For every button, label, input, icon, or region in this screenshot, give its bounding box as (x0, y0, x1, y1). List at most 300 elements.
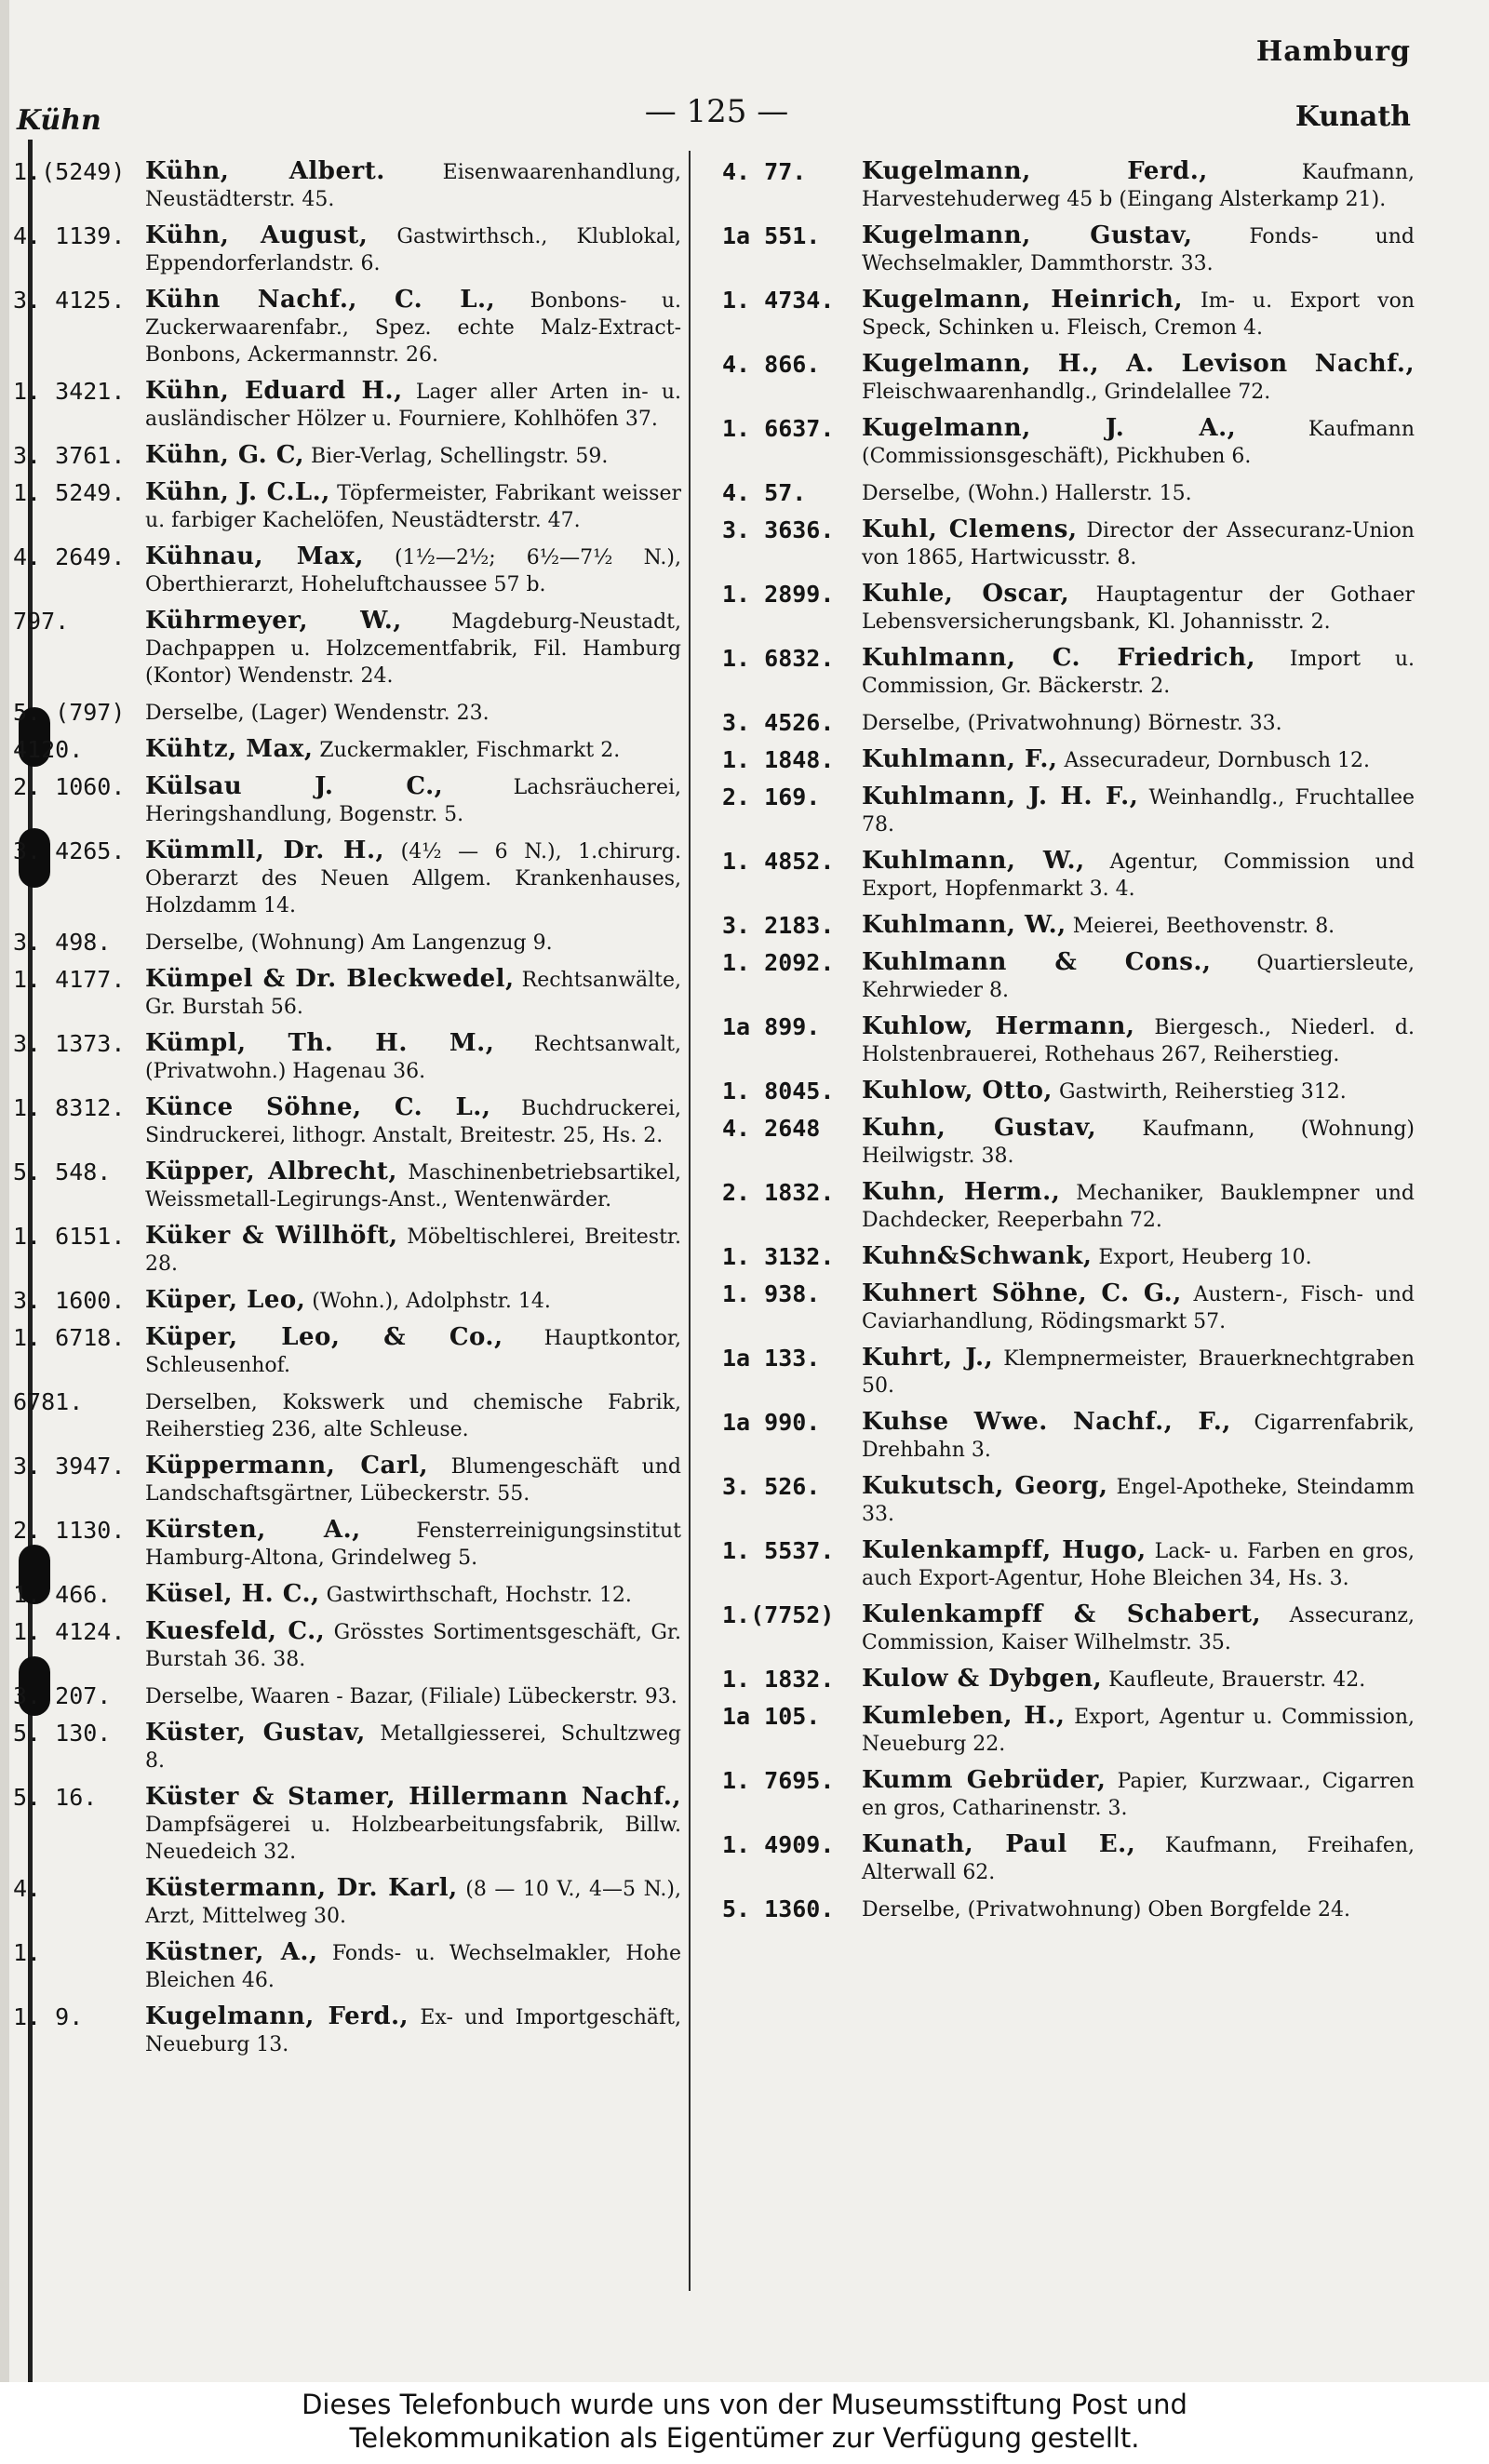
entry-details: Rechtsanwälte, Gr. Burstah 56. (145, 969, 681, 1019)
entry-name: Küker & Willhöft, (145, 1222, 398, 1250)
entry-name: Kührmeyer, W., (145, 607, 402, 635)
entry-body (862, 581, 1415, 636)
phone-number: 1. 7695. (722, 1767, 835, 1794)
entry-body (862, 222, 1415, 277)
entry-name: Küper, Leo, (145, 1286, 306, 1314)
directory-entry (722, 1013, 1415, 1068)
entry-details: (4½ — 6 N.), 1.chirurg. Oberarzt des Neuen Allgem. Krankenhauses, Holzdamm 14. (145, 840, 681, 917)
directory-entry (722, 1767, 1415, 1822)
header-left-word: Kühn (17, 104, 101, 137)
entry-body (145, 378, 681, 433)
entry-details: Weinhandlg., Fruchtallee 78. (862, 786, 1415, 837)
entry-body (862, 949, 1415, 1004)
entry-details: Klempnermeister, Brauerknechtgraben 50. (862, 1347, 1415, 1398)
directory-entry (13, 1517, 681, 1572)
entry-name: Kühn Nachf., C. L., (145, 286, 496, 314)
entry-body (145, 1453, 681, 1507)
entry-details: Papier, Kurzwaar., Cigarren en gros, Catharinenstr. 3. (862, 1770, 1415, 1820)
entry-details: Lager aller Arten in- u. ausländischer Hölzer u. Fourniere, Kohlhöfen 37. (145, 381, 681, 431)
entry-name: Kuhlow, Otto, (862, 1077, 1053, 1105)
directory-entry (722, 709, 1415, 737)
directory-entry (722, 1895, 1415, 1923)
directory-entry (722, 1473, 1415, 1528)
entry-details: Assecuradeur, Dornbusch 12. (1064, 749, 1370, 772)
entry-details: (Wohn.), Adolphstr. 14. (312, 1290, 551, 1313)
entry-details: Derselbe, (Wohnung) Am Langenzug 9. (145, 931, 553, 955)
entry-details: Möbeltischlerei, Breitestr. 28. (145, 1225, 681, 1276)
entry-name: Kümmll, Dr. H., (145, 837, 385, 864)
directory-entry (722, 1280, 1415, 1335)
entry-body (145, 158, 681, 213)
phone-number: 2. 169. (722, 783, 821, 810)
phone-number: 3. 4265. (13, 837, 126, 864)
phone-number: 1. 6832. (722, 645, 835, 672)
phone-number: 1. 6718. (13, 1324, 126, 1351)
directory-entry (722, 516, 1415, 571)
entry-body (145, 1682, 681, 1710)
entry-body (862, 1409, 1415, 1464)
phone-number: 1a 133. (722, 1345, 821, 1372)
phone-number: 1a 899. (722, 1013, 821, 1040)
entry-name: Kuhrt, J., (862, 1344, 994, 1372)
footer-line-2: Telekommunikation als Eigentümer zur Verfügung gestellt. (349, 2422, 1140, 2454)
phone-number: 1a 551. (722, 222, 821, 249)
phone-number: 1. 466. (13, 1581, 112, 1608)
entry-name: Kugelmann, Ferd., (862, 157, 1208, 185)
entry-body (145, 1094, 681, 1149)
directory-entry (13, 929, 681, 957)
entry-details: Lack- u. Farben en gros, auch Export-Agentur, Hohe Bleichen 34, Hs. 3. (862, 1540, 1415, 1590)
directory-entry (13, 543, 681, 598)
entry-details: Gastwirth, Reiherstieg 312. (1058, 1080, 1347, 1104)
entry-name: Külsau J. C., (145, 772, 444, 800)
entry-name: Kumm Gebrüder, (862, 1766, 1107, 1794)
entry-body (145, 479, 681, 534)
directory-entry (722, 1115, 1415, 1170)
entry-body (862, 1243, 1415, 1271)
entry-body (862, 746, 1415, 774)
entry-details: Maschinenbetriebsartikel, Weissmetall-Legirungs-Anst., Wentenwärder. (145, 1161, 681, 1212)
directory-entry (13, 966, 681, 1021)
entry-details: Export, Agentur u. Commission, Neueburg 22. (862, 1706, 1415, 1756)
entry-body (862, 1013, 1415, 1068)
directory-entry (13, 837, 681, 919)
directory-entry (13, 1784, 681, 1866)
phone-number: 1. 4852. (722, 848, 835, 875)
entry-details: (1½—2½; 6½—7½ N.), Oberthierarzt, Hoheluftchaussee 57 b. (145, 546, 681, 596)
directory-entry (13, 1453, 681, 1507)
entry-body (145, 1223, 681, 1278)
entry-name: Kumleben, H., (862, 1702, 1066, 1730)
entry-body (145, 1388, 681, 1443)
entry-details: Derselbe, (Privatwohnung) Oben Borgfelde 24. (862, 1898, 1350, 1922)
entry-name: Kugelmann, Ferd., (145, 2002, 409, 2030)
phone-number: 6781. (13, 1388, 84, 1415)
directory-entry (722, 1601, 1415, 1656)
entry-name: Kuhlmann, W., (862, 847, 1085, 875)
page-number: — 125 — (644, 93, 789, 130)
directory-entry (722, 158, 1415, 213)
directory-entry (13, 442, 681, 470)
entry-details: Buchdruckerei, Sindruckerei, lithogr. Anstalt, Breitestr. 25, Hs. 2. (145, 1097, 681, 1147)
entry-details: Kaufmann (Commissionsgeschäft), Pickhuben 6. (862, 418, 1415, 468)
directory-entry (722, 1703, 1415, 1758)
entry-body (862, 1895, 1415, 1923)
entry-name: Kuhlmann, W., (862, 911, 1066, 939)
entry-name: Kugelmann, Gustav, (862, 221, 1193, 249)
directory-entry (13, 1287, 681, 1315)
directory-entry (722, 1179, 1415, 1234)
phone-number: 5. 1360. (722, 1895, 835, 1922)
entry-body (862, 1767, 1415, 1822)
phone-number: 1. 2092. (722, 949, 835, 976)
directory-entry (13, 773, 681, 828)
entry-details: Eisenwaarenhandlung, Neustädterstr. 45. (145, 161, 681, 211)
entry-name: Kümpel & Dr. Bleckwedel, (145, 965, 515, 993)
entry-name: Kuhn&Schwank, (862, 1242, 1093, 1270)
directory-entry (13, 1720, 681, 1774)
phone-number: 1. 4124. (13, 1618, 126, 1645)
entry-body (145, 736, 681, 764)
entry-details: Kaufleute, Brauerstr. 42. (1108, 1668, 1366, 1692)
column-divider (689, 151, 691, 2291)
phone-number: 2. 1060. (13, 773, 126, 800)
entry-details: Kaufmann, Harvestehuderweg 45 b (Eingang Alsterkamp 21). (862, 161, 1415, 211)
phone-number: 3. 4526. (722, 709, 835, 736)
phone-number: 1a 105. (722, 1703, 821, 1730)
entry-body (145, 1784, 681, 1866)
entry-details: Mechaniker, Bauklempner und Dachdecker, Reeperbahn 72. (862, 1182, 1415, 1232)
entry-body (145, 1324, 681, 1379)
phone-number: 3. 3636. (722, 516, 835, 543)
entry-name: Küster & Stamer, Hillermann Nachf., (145, 1783, 681, 1811)
entry-name: Küstner, A., (145, 1938, 318, 1966)
directory-entry (13, 1581, 681, 1609)
entry-body (145, 773, 681, 828)
entry-body (862, 912, 1415, 940)
phone-number: 3. 3947. (13, 1453, 126, 1480)
entry-body (145, 1939, 681, 1994)
entry-body (862, 1666, 1415, 1694)
entry-details: Export, Heuberg 10. (1098, 1246, 1312, 1269)
directory-entry (722, 949, 1415, 1004)
entry-name: Kühtz, Max, (145, 735, 314, 763)
entry-details: Kaufmann, Freihafen, Alterwall 62. (862, 1834, 1415, 1884)
entry-details: Lachsräucherei, Heringshandlung, Bogenstr. 5. (145, 776, 681, 826)
entry-details: Grösstes Sortimentsgeschäft, Gr. Burstah 36. 38. (145, 1621, 681, 1671)
entry-details: Fonds- u. Wechselmakler, Hohe Bleichen 46. (145, 1942, 681, 1992)
entry-name: Kukutsch, Georg, (862, 1472, 1108, 1500)
phone-number: 3. 4125. (13, 287, 126, 314)
entry-body (862, 479, 1415, 507)
phone-number: 1a 990. (722, 1409, 821, 1436)
entry-name: Kümpl, Th. H. M., (145, 1029, 495, 1057)
directory-entry (722, 415, 1415, 470)
entry-name: Kuhle, Oscar, (862, 580, 1070, 608)
entry-name: Küppermann, Carl, (145, 1452, 429, 1480)
page-edge (0, 0, 9, 2382)
entry-details: Meierei, Beethovenstr. 8. (1072, 915, 1335, 938)
phone-number: 3. 1600. (13, 1287, 126, 1314)
directory-entry (13, 699, 681, 727)
entry-name: Küsel, H. C., (145, 1580, 320, 1608)
entry-name: Kugelmann, H., A. Levison Nachf., (862, 350, 1415, 378)
phone-number: 3. 526. (722, 1473, 821, 1500)
directory-entry (13, 1223, 681, 1278)
entry-details: Bier-Verlag, Schellingstr. 59. (311, 445, 609, 468)
entry-details: Blumengeschäft und Landschaftsgärtner, Lübeckerstr. 55. (145, 1455, 681, 1506)
entry-details: Derselbe, (Wohn.) Hallerstr. 15. (862, 482, 1192, 505)
entry-details: Austern-, Fisch- und Caviarhandlung, Rödingsmarkt 57. (862, 1283, 1415, 1333)
phone-number: 5. 548. (13, 1158, 112, 1185)
entry-body (862, 783, 1415, 838)
directory-entry (13, 479, 681, 534)
directory-entry (722, 1537, 1415, 1592)
directory-entry (13, 1094, 681, 1149)
entry-details: Quartiersleute, Kehrwieder 8. (862, 952, 1415, 1002)
entry-body (862, 1115, 1415, 1170)
phone-number: 5. 130. (13, 1720, 112, 1747)
phone-number: 1. (13, 1939, 42, 1966)
phone-number: 3. 207. (13, 1682, 112, 1709)
entry-body (145, 1517, 681, 1572)
entry-details: Cigarrenfabrik, Drehbahn 3. (862, 1412, 1415, 1462)
phone-number: 5. 16. (13, 1784, 98, 1811)
entry-details: Rechtsanwalt, (Privatwohn.) Hagenau 36. (145, 1033, 681, 1083)
phone-number: 1. 9. (13, 2003, 84, 2030)
phone-number: 3. 498. (13, 929, 112, 956)
entry-body (145, 1030, 681, 1085)
entry-name: Kulenkampff, Hugo, (862, 1536, 1147, 1564)
phone-number: 1. 5249. (13, 479, 126, 506)
entry-body (862, 645, 1415, 700)
directory-entry (13, 1158, 681, 1213)
entry-details: Hauptkontor, Schleusenhof. (145, 1327, 681, 1377)
directory-entry (722, 222, 1415, 277)
entry-body (145, 1875, 681, 1930)
entry-body (862, 1601, 1415, 1656)
directory-entry (722, 1666, 1415, 1694)
entry-details: Bonbons- u. Zuckerwaarenfabr., Spez. echte Malz-Extract-Bonbons, Ackermannstr. 26. (145, 289, 681, 367)
entry-body (862, 287, 1415, 341)
directory-entry (722, 1409, 1415, 1464)
entry-details: Agentur, Commission und Export, Hopfenmarkt 3. 4. (862, 850, 1415, 901)
phone-number: 1. 4177. (13, 966, 126, 993)
right-column (722, 158, 1415, 1933)
phone-number: 3. 2183. (722, 912, 835, 939)
entry-name: Kuhlmann, C. Friedrich, (862, 644, 1256, 672)
directory-entry (722, 1345, 1415, 1399)
directory-entry (722, 746, 1415, 774)
directory-entry (13, 1682, 681, 1710)
entry-body (145, 222, 681, 277)
entry-name: Kühn, J. C.L., (145, 478, 330, 506)
phone-number: 4120. (13, 736, 84, 763)
directory-entry (722, 1243, 1415, 1271)
entry-name: Kühn, G. C, (145, 441, 305, 469)
entry-details: Assecuranz, Commission, Kaiser Wilhelmstr. 35. (862, 1604, 1415, 1654)
directory-entry (722, 912, 1415, 940)
phone-number: 1. 3132. (722, 1243, 835, 1270)
entry-body (145, 2003, 681, 2058)
entry-name: Kuhn, Gustav, (862, 1114, 1097, 1142)
directory-entry (13, 1939, 681, 1994)
entry-details: (8 — 10 V., 4—5 N.), Arzt, Mittelweg 30. (145, 1878, 681, 1928)
phone-number: 1.(5249) (13, 158, 126, 185)
entry-body (145, 442, 681, 470)
phone-number: 1. 8312. (13, 1094, 126, 1121)
entry-body (862, 1280, 1415, 1335)
entry-details: Fleischwaarenhandlg., Grindelallee 72. (862, 381, 1271, 404)
entry-details: Ex- und Importgeschäft, Neueburg 13. (145, 2006, 681, 2056)
directory-entry (13, 287, 681, 368)
entry-name: Kuhlow, Hermann, (862, 1012, 1135, 1040)
directory-entry (722, 645, 1415, 700)
phone-number: 2. 1832. (722, 1179, 835, 1206)
phone-number: 2. 1130. (13, 1517, 126, 1544)
entry-name: Kühnau, Max, (145, 542, 364, 570)
footer-notice (0, 2382, 1489, 2464)
phone-number: 3. 1373. (13, 1030, 126, 1057)
entry-body (862, 158, 1415, 213)
entry-details: Derselben, Kokswerk und chemische Fabrik, Reiherstieg 236, alte Schleuse. (145, 1391, 681, 1441)
entry-name: Kuhnert Söhne, C. G., (862, 1279, 1182, 1307)
phone-number: 4. 2648 (722, 1115, 821, 1142)
entry-body (862, 1831, 1415, 1886)
entry-details: Gastwirthschaft, Hochstr. 12. (326, 1584, 632, 1607)
directory-entry (13, 158, 681, 213)
directory-entry (13, 736, 681, 764)
entry-name: Kuhlmann & Cons., (862, 948, 1212, 976)
phone-number: 4. (13, 1875, 42, 1902)
entry-details: Director der Assecuranz-Union von 1865, Hartwicusstr. 8. (862, 519, 1415, 569)
entry-name: Kuesfeld, C., (145, 1617, 326, 1645)
entry-body (862, 415, 1415, 470)
entry-body (862, 351, 1415, 406)
phone-number: 4. 866. (722, 351, 821, 378)
entry-details: Derselbe, (Lager) Wendenstr. 23. (145, 702, 490, 725)
directory-entry (13, 222, 681, 277)
entry-body (862, 848, 1415, 903)
entry-name: Kugelmann, J. A., (862, 414, 1237, 442)
entry-name: Kuhlmann, F., (862, 745, 1058, 773)
phone-number: 5. (797) (13, 699, 126, 726)
entry-name: Kuhlmann, J. H. F., (862, 783, 1139, 810)
left-column (13, 158, 681, 2068)
entry-details: Töpfermeister, Fabrikant weisser u. farbiger Kachelöfen, Neustädterstr. 47. (145, 482, 681, 532)
entry-body (145, 1618, 681, 1673)
entry-body (145, 1158, 681, 1213)
entry-details: Derselbe, (Privatwohnung) Börnestr. 33. (862, 712, 1282, 735)
entry-body (862, 1078, 1415, 1105)
phone-number: 4. 2649. (13, 543, 126, 570)
phone-number: 1. 8045. (722, 1078, 835, 1105)
entry-body (145, 837, 681, 919)
directory-entry (722, 479, 1415, 507)
entry-body (145, 966, 681, 1021)
entry-details: Dampfsägerei u. Holzbearbeitungsfabrik, Billw. Neuedeich 32. (145, 1814, 681, 1864)
entry-name: Küper, Leo, & Co., (145, 1323, 503, 1351)
directory-entry (13, 2003, 681, 2058)
entry-name: Küpper, Albrecht, (145, 1158, 397, 1185)
directory-entry (13, 1030, 681, 1085)
entry-body (145, 287, 681, 368)
phone-number: 1. 4909. (722, 1831, 835, 1858)
directory-entry (722, 351, 1415, 406)
entry-body (862, 516, 1415, 571)
entry-body (145, 1720, 681, 1774)
entry-body (145, 929, 681, 957)
entry-body (862, 709, 1415, 737)
entry-body (145, 699, 681, 727)
entry-details: Kaufmann, (Wohnung) Heilwigstr. 38. (862, 1118, 1415, 1168)
entry-body (862, 1537, 1415, 1592)
entry-body (145, 1581, 681, 1609)
phone-number: 1.(7752) (722, 1601, 835, 1628)
entry-name: Küster, Gustav, (145, 1719, 366, 1747)
entry-body (862, 1345, 1415, 1399)
entry-body (862, 1703, 1415, 1758)
phone-number: 1. 6637. (722, 415, 835, 442)
entry-name: Kulenkampff & Schabert, (862, 1600, 1262, 1628)
phone-number: 1. 2899. (722, 581, 835, 608)
phone-number: 1. 6151. (13, 1223, 126, 1250)
entry-body (145, 543, 681, 598)
entry-name: Kürsten, A., (145, 1516, 361, 1544)
entry-details: Magdeburg-Neustadt, Dachpappen u. Holzcementfabrik, Fil. Hamburg (Kontor) Wendenstr. 24. (145, 610, 681, 688)
entry-name: Kulow & Dybgen, (862, 1665, 1103, 1693)
entry-name: Kunath, Paul E., (862, 1830, 1136, 1858)
directory-entry (13, 378, 681, 433)
entry-details: Gastwirthsch., Klublokal, Eppendorferlandstr. 6. (145, 225, 681, 275)
entry-details: Import u. Commission, Gr. Bäckerstr. 2. (862, 648, 1415, 698)
entry-name: Kuhse Wwe. Nachf., F., (862, 1408, 1231, 1436)
directory-entry (722, 848, 1415, 903)
directory-entry (13, 608, 681, 690)
entry-details: Engel-Apotheke, Steindamm 33. (862, 1476, 1415, 1526)
entry-body (145, 1287, 681, 1315)
directory-entry (13, 1324, 681, 1379)
phone-number: 1. 5537. (722, 1537, 835, 1564)
phone-number: 1. 4734. (722, 287, 835, 314)
entry-name: Küstermann, Dr. Karl, (145, 1874, 458, 1902)
entry-details: Fensterreinigungsinstitut Hamburg-Altona, Grindelweg 5. (145, 1520, 681, 1570)
entry-details: Fonds- und Wechselmakler, Dammthorstr. 33. (862, 225, 1415, 275)
entry-details: Metallgiesserei, Schultzweg 8. (145, 1722, 681, 1773)
footer-line-1: Dieses Telefonbuch wurde uns von der Museumsstiftung Post und (302, 2389, 1187, 2420)
entry-name: Künce Söhne, C. L., (145, 1093, 491, 1121)
directory-entry (13, 1388, 681, 1443)
phone-number: 3. 3761. (13, 442, 126, 469)
phone-number: 1. 1848. (722, 746, 835, 773)
directory-entry (13, 1875, 681, 1930)
entry-details: Biergesch., Niederl. d. Holstenbrauerei, Rothehaus 267, Reiherstieg. (862, 1016, 1415, 1066)
phone-number: 4. 57. (722, 479, 807, 506)
entry-name: Kuhl, Clemens, (862, 516, 1078, 543)
entry-name: Kühn, Albert. (145, 157, 385, 185)
entry-body (145, 608, 681, 690)
phone-number: 797. (13, 608, 70, 635)
header-city: Hamburg (1255, 35, 1411, 68)
phone-number: 1. 3421. (13, 378, 126, 405)
phone-number: 1. 938. (722, 1280, 821, 1307)
directory-entry (13, 1618, 681, 1673)
entry-name: Kuhn, Herm., (862, 1178, 1061, 1206)
entry-details: Zuckermakler, Fischmarkt 2. (319, 739, 621, 762)
entry-details: Im- u. Export von Speck, Schinken u. Fleisch, Cremon 4. (862, 289, 1415, 340)
entry-details: Derselbe, Waaren - Bazar, (Filiale) Lübeckerstr. 93. (145, 1685, 677, 1708)
entry-details: Hauptagentur der Gothaer Lebensversicherungsbank, Kl. Johannisstr. 2. (862, 583, 1415, 634)
